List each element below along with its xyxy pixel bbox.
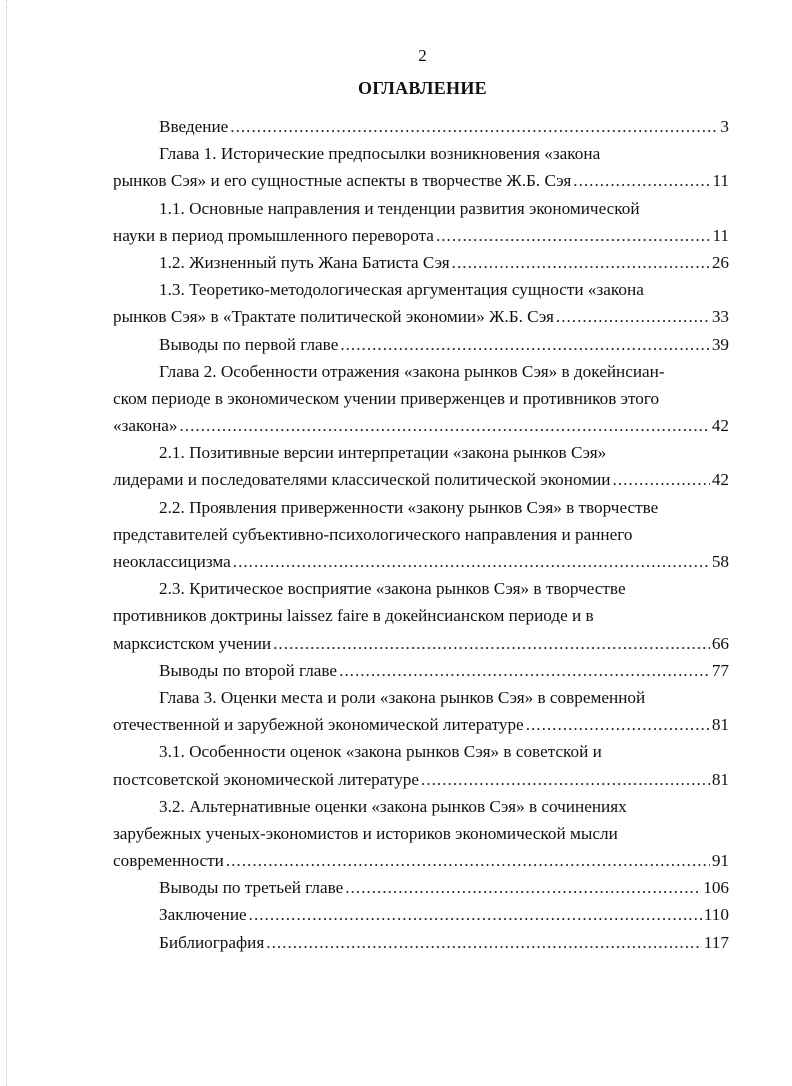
toc-entry-line bbox=[113, 847, 729, 874]
toc-entry-text: науки в период промышленного переворота bbox=[113, 225, 434, 245]
dot-leader bbox=[556, 303, 710, 330]
toc-page-number: 66 bbox=[711, 633, 729, 653]
toc-entry-line bbox=[113, 711, 729, 738]
toc-entry-line bbox=[113, 222, 729, 249]
toc-entry-text: 2.3. Критическое восприятие «закона рынков Сэя» в творчестве bbox=[159, 579, 626, 599]
toc-entry-line bbox=[113, 793, 729, 820]
toc-entry-line bbox=[113, 820, 729, 847]
toc-entry-text: 1.1. Основные направления и тенденции развития экономической bbox=[159, 198, 640, 218]
toc-entry-text: Библиография bbox=[159, 932, 265, 952]
toc-entry-text: марксистском учении bbox=[113, 633, 272, 653]
scan-edge bbox=[6, 0, 13, 1086]
dot-leader bbox=[249, 901, 702, 928]
toc-page-number: 77 bbox=[711, 660, 729, 680]
toc-entry-text: Глава 3. Оценки места и роли «закона рынков Сэя» в современной bbox=[159, 687, 646, 707]
dot-leader bbox=[226, 847, 710, 874]
toc-entry-text: 2.1. Позитивные версии интерпретации «закона рынков Сэя» bbox=[159, 443, 607, 463]
toc-entry-line bbox=[113, 766, 729, 793]
dot-leader bbox=[266, 929, 702, 956]
toc-entry-line bbox=[113, 167, 729, 194]
toc-page-number: 91 bbox=[711, 851, 729, 871]
toc-entry-line bbox=[113, 303, 729, 330]
dot-leader bbox=[526, 711, 710, 738]
toc-page-number: 110 bbox=[703, 905, 729, 925]
toc-page-number: 81 bbox=[711, 715, 729, 735]
toc-entry-text: 3.1. Особенности оценок «закона рынков Сэя» в советской и bbox=[159, 742, 602, 762]
toc-entry-line bbox=[113, 113, 729, 140]
toc-entry-text: Глава 1. Исторические предпосылки возникновения «закона bbox=[159, 144, 601, 164]
toc-entry-text: лидерами и последователями классической политической экономии bbox=[113, 470, 611, 490]
toc-entry-text: рынков Сэя» и его сущностные аспекты в творчестве Ж.Б. Сэя bbox=[113, 171, 572, 191]
toc-entry-text: постсоветской экономической литературе bbox=[113, 769, 420, 789]
toc-entry-line bbox=[113, 466, 729, 493]
toc-page-number: 11 bbox=[712, 225, 729, 245]
toc-entry-line bbox=[113, 738, 729, 765]
dot-leader bbox=[421, 766, 710, 793]
toc-entry-text: современности bbox=[113, 851, 224, 871]
toc-entry-line bbox=[113, 358, 729, 385]
toc-entry-line bbox=[113, 521, 729, 548]
toc-entry-text: отечественной и зарубежной экономической литературе bbox=[113, 715, 524, 735]
toc-page-number: 106 bbox=[703, 878, 729, 898]
toc-entry-text: 1.3. Теоретико-методологическая аргументация сущности «закона bbox=[159, 280, 644, 300]
toc-entry-text: 3.2. Альтернативные оценки «закона рынков Сэя» в сочинениях bbox=[159, 796, 627, 816]
toc-entry-text: «закона» bbox=[113, 416, 178, 436]
dot-leader bbox=[573, 167, 710, 194]
toc-page-number: 26 bbox=[711, 252, 729, 272]
toc-entry-line bbox=[113, 929, 729, 956]
toc-page-number: 117 bbox=[703, 932, 729, 952]
dot-leader bbox=[340, 331, 709, 358]
toc-entry-line bbox=[113, 657, 729, 684]
toc-entry-text: Выводы по третьей главе bbox=[159, 878, 344, 898]
toc-entry-text: зарубежных ученых-экономистов и историков экономической мысли bbox=[113, 823, 618, 843]
dot-leader bbox=[345, 874, 701, 901]
toc-entry-line bbox=[113, 494, 729, 521]
dot-leader bbox=[233, 548, 710, 575]
toc-entry-line bbox=[113, 195, 729, 222]
toc-entry-line bbox=[113, 630, 729, 657]
page-number: 2 bbox=[418, 46, 427, 65]
toc-page-number: 58 bbox=[711, 552, 729, 571]
toc-entry-line bbox=[113, 385, 729, 412]
toc-entry-line bbox=[113, 874, 729, 901]
dot-leader bbox=[273, 630, 710, 657]
toc-page-number: 11 bbox=[712, 171, 729, 191]
toc-entry-text: Выводы по второй главе bbox=[159, 660, 338, 680]
dot-leader bbox=[339, 657, 710, 684]
toc-page-number: 42 bbox=[711, 470, 729, 490]
toc-entry-text: ском периоде в экономическом учении приверженцев и противников этого bbox=[113, 388, 660, 408]
toc-entry-line bbox=[113, 249, 729, 276]
dot-leader bbox=[180, 412, 710, 439]
toc-entry-line bbox=[113, 901, 729, 928]
toc-entry-line bbox=[113, 575, 729, 602]
toc-entry-text: Выводы по первой главе bbox=[159, 334, 339, 354]
toc-entry-text: рынков Сэя» в «Трактате политической экономии» Ж.Б. Сэя bbox=[113, 307, 554, 327]
toc-entry-line bbox=[113, 548, 729, 575]
page-title: ОГЛАВЛЕНИЕ bbox=[358, 78, 487, 98]
toc-entry-line bbox=[113, 684, 729, 711]
dot-leader bbox=[613, 466, 710, 493]
toc-entry-line bbox=[113, 140, 729, 167]
toc-page-number: 33 bbox=[711, 307, 729, 327]
table-of-contents bbox=[113, 113, 729, 956]
toc-entry-line bbox=[113, 602, 729, 629]
dot-leader bbox=[230, 113, 718, 140]
toc-entry-line bbox=[113, 331, 729, 358]
toc-entry-text: Глава 2. Особенности отражения «закона рынков Сэя» в докейнсиан- bbox=[159, 361, 665, 381]
toc-page-number: 3 bbox=[720, 117, 729, 136]
toc-page-number: 39 bbox=[711, 334, 729, 354]
toc-entry-text: 1.2. Жизненный путь Жана Батиста Сэя bbox=[159, 252, 450, 272]
toc-page-number: 42 bbox=[711, 416, 729, 436]
dot-leader bbox=[436, 222, 710, 249]
toc-entry-line bbox=[113, 276, 729, 303]
toc-entry-line bbox=[113, 439, 729, 466]
toc-entry-text: неоклассицизма bbox=[113, 552, 231, 571]
toc-entry-text: представителей субъективно-психологического направления и раннего bbox=[113, 524, 633, 544]
toc-entry-text: 2.2. Проявления приверженности «закону рынков Сэя» в творчестве bbox=[159, 497, 659, 517]
dot-leader bbox=[452, 249, 710, 276]
toc-page-number: 81 bbox=[711, 769, 729, 789]
toc-entry-text: Введение bbox=[159, 117, 229, 136]
toc-entry-line bbox=[113, 412, 729, 439]
toc-entry-text: противников доктрины laissez faire в докейнсианском периоде и в bbox=[113, 606, 594, 626]
toc-entry-text: Заключение bbox=[159, 905, 247, 925]
